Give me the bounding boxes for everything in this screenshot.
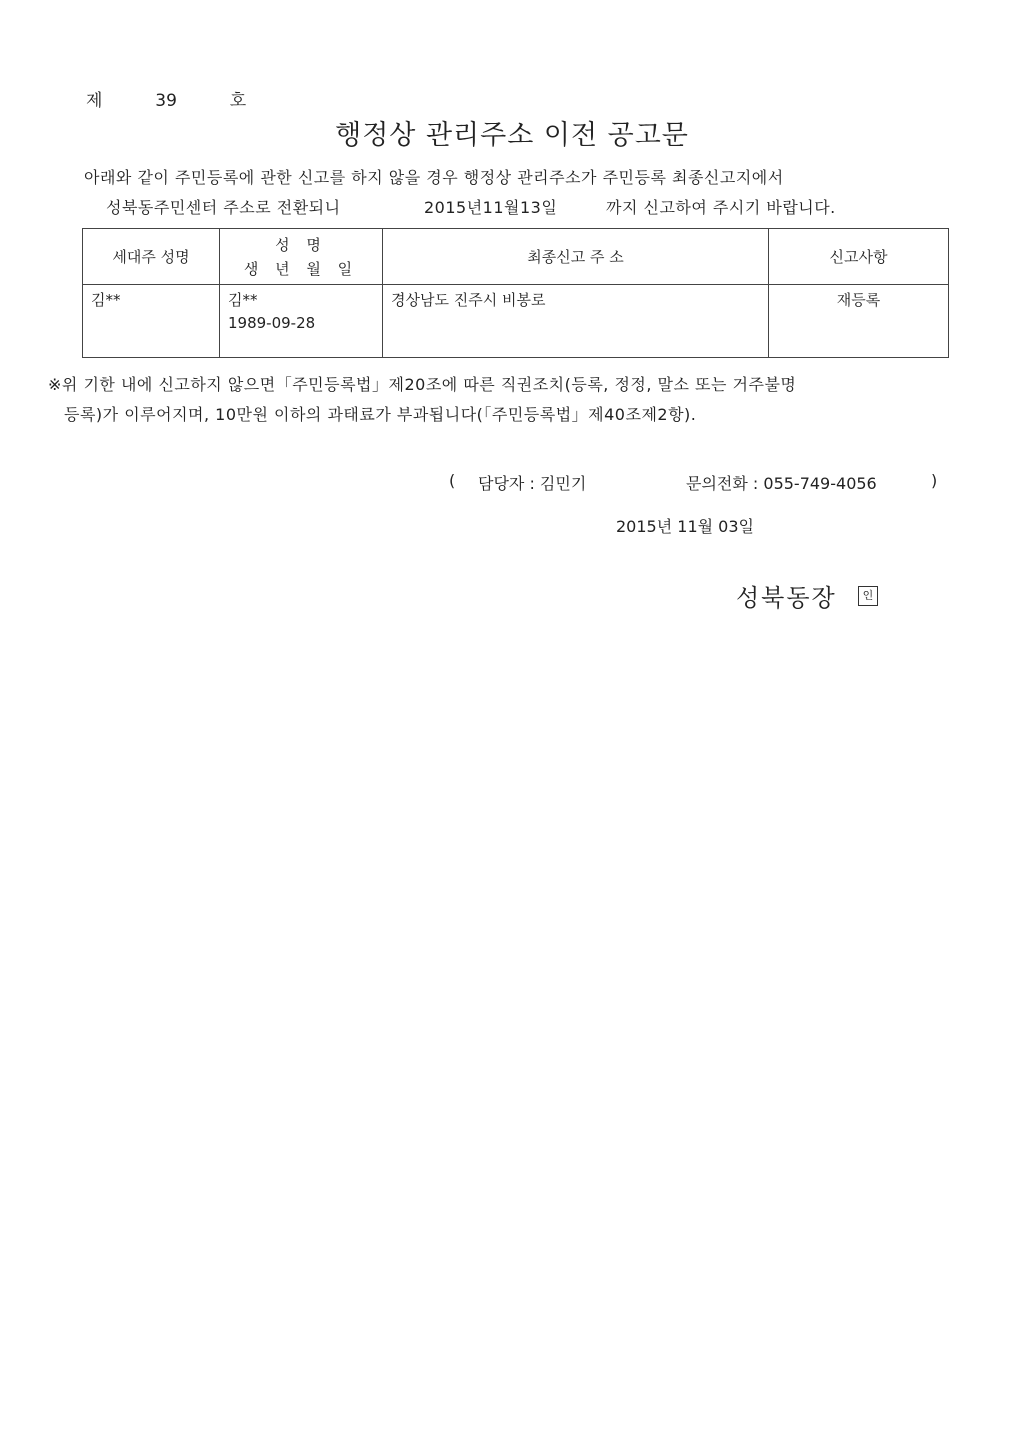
notice-date: 2015년 11월 03일: [616, 517, 754, 536]
signer-name: 성북동장: [736, 584, 837, 612]
header-name-birth: [220, 229, 383, 285]
intro-line-2b: 까지 신고하여 주시기 바랍니다.: [606, 198, 836, 217]
contact-close-paren: ): [931, 471, 938, 490]
notice-line-2: 등록)가 이루어지며, 10만원 이하의 과태료가 부과됩니다(「주민등록법」제40조제2항).: [64, 405, 697, 424]
header-householder: 세대주 성명: [83, 229, 220, 285]
intro-line-1: 아래와 같이 주민등록에 관한 신고를 하지 않을 경우 행정상 관리주소가 주민등록 최종신고지에서: [84, 168, 784, 187]
contact-open-paren: (: [449, 471, 456, 490]
cell-address: 경상남도 진주시 비봉로: [383, 285, 769, 358]
cell-householder: 김**: [83, 285, 220, 358]
header-birth: 생 년 월 일: [243, 259, 359, 278]
contact-manager: 담당자 : 김민기: [478, 474, 587, 493]
header-report: 신고사항: [769, 229, 949, 285]
intro-line-2a: 성북동주민센터 주소로 전환되니: [106, 198, 341, 217]
header-address: 최종신고 주 소: [383, 229, 769, 285]
seal-stamp: 인: [858, 586, 878, 606]
number-prefix: 제: [86, 91, 103, 111]
cell-name-birth: [220, 285, 383, 358]
contact-phone: 문의전화 : 055-749-4056: [686, 474, 877, 493]
cell-name: 김**: [228, 291, 258, 309]
cell-birth: 1989-09-28: [228, 314, 316, 332]
notice-number: [86, 86, 246, 111]
table-row: [83, 285, 949, 358]
number-value: 39: [155, 91, 177, 111]
notice-line-1: ※위 기한 내에 신고하지 않으면「주민등록법」제20조에 따른 직권조치(등록, 정정, 말소 또는 거주불명: [48, 375, 797, 394]
intro-deadline: 2015년11월13일: [424, 198, 558, 217]
notice-table: [82, 228, 949, 358]
table-header-row: [83, 229, 949, 285]
cell-report: 재등록: [769, 285, 949, 358]
page-title: 행정상 관리주소 이전 공고문: [335, 120, 689, 151]
header-name: 성 명: [275, 235, 327, 254]
number-suffix: 호: [229, 91, 247, 111]
